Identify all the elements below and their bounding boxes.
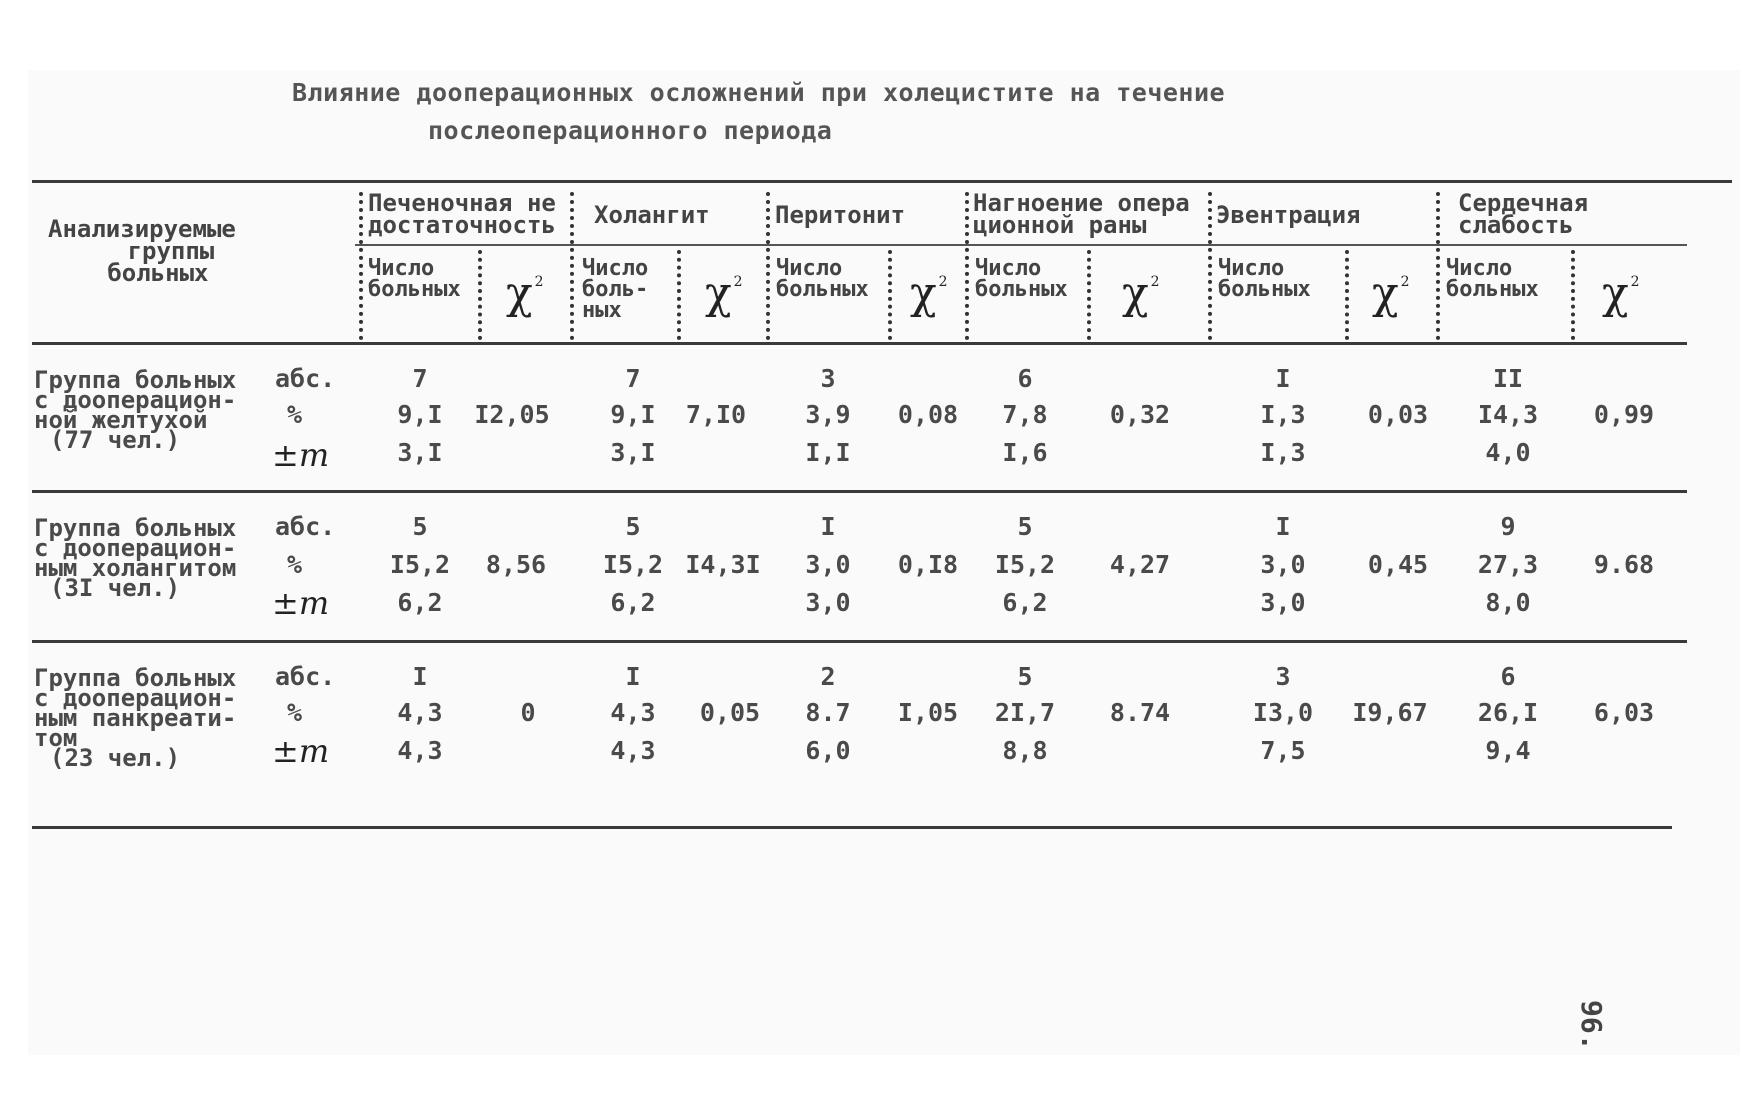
table-title-line-2: послеоперационного периода (428, 116, 833, 145)
cell-chi: 0 (520, 698, 536, 727)
cell-abs: 5 (1017, 512, 1033, 541)
subheader-count: Число больных (776, 256, 869, 302)
cell-pct: 27,3 (1477, 550, 1539, 579)
cell-pct: I5,2 (389, 550, 451, 579)
cell-m: 7,5 (1260, 736, 1306, 765)
chi-square-icon: χ $^2$ (506, 268, 544, 319)
cell-abs: 7 (625, 364, 641, 393)
cell-pct: 7,8 (1002, 400, 1048, 429)
cell-m: 6,2 (610, 588, 656, 617)
cell-abs: 2 (820, 662, 836, 691)
row-divider-2 (32, 640, 1687, 643)
col-sep (478, 250, 482, 340)
header-cholangitis: Холангит (594, 201, 710, 229)
cell-m: 3,I (610, 438, 656, 467)
cell-abs: I (625, 662, 641, 691)
cell-m: 4,3 (610, 736, 656, 765)
chi-square-icon: χ $^2$ (705, 268, 743, 319)
cell-abs: 5 (625, 512, 641, 541)
cell-chi: I,05 (897, 698, 959, 727)
cell-pct: 26,I (1477, 698, 1539, 727)
cell-abs: 6 (1017, 364, 1033, 393)
cell-abs: 7 (412, 364, 428, 393)
subheader-count: Число больных (1218, 256, 1311, 302)
cell-chi: 4,27 (1109, 550, 1171, 579)
cell-pct: I,3 (1260, 400, 1306, 429)
cell-abs: I (412, 662, 428, 691)
subheader-count: Число больных (1446, 256, 1539, 302)
cell-m: 6,2 (397, 588, 443, 617)
cell-abs: 9 (1500, 512, 1516, 541)
cell-m: 3,0 (1260, 588, 1306, 617)
cell-m: I,I (805, 438, 851, 467)
cell-m: 6,2 (1002, 588, 1048, 617)
group-label-pancreatitis: Группа больных с дооперацион- ным панкреати- том (23 чел.) (34, 664, 237, 772)
cell-m: I,3 (1260, 438, 1306, 467)
chi-square-icon: χ $^2$ (910, 268, 948, 319)
row-label-pm: ±m (272, 584, 330, 622)
cell-pct: I5,2 (602, 550, 664, 579)
cell-chi: 7,I0 (685, 400, 747, 429)
subheader-count: Число боль- ных (582, 256, 649, 323)
cell-chi: 0,45 (1367, 550, 1429, 579)
cell-m: 4,3 (397, 736, 443, 765)
cell-m: 8,8 (1002, 736, 1048, 765)
cell-abs: II (1492, 364, 1524, 393)
cell-pct: 4,3 (397, 698, 443, 727)
row-label-pct: % (287, 698, 303, 727)
cell-pct: 3,9 (805, 400, 851, 429)
row-divider-1 (32, 490, 1687, 493)
subheader-count: Число больных (368, 256, 461, 302)
cell-chi: 0,I8 (897, 550, 959, 579)
page-number: 96. (1575, 1000, 1608, 1051)
col-sep (766, 192, 770, 340)
col-sep (677, 250, 681, 340)
cell-abs: 5 (412, 512, 428, 541)
cell-pct: I5,2 (994, 550, 1056, 579)
header-wound-suppuration: Нагноение опера ционной раны (973, 189, 1190, 239)
group-col-header: Анализируемые группы больных (48, 215, 236, 287)
table-bottom-rule (32, 826, 1672, 829)
group-label-jaundice: Группа больных с дооперацион- ной желтухой (77 чел.) (34, 366, 237, 454)
cell-chi: 0,32 (1109, 400, 1171, 429)
cell-pct: I3,0 (1252, 698, 1314, 727)
subheader-count: Число больных (975, 256, 1068, 302)
chi-square-icon: χ $^2$ (1122, 268, 1160, 319)
header-liver-failure: Печеночная не достаточность (368, 189, 556, 239)
header-heart-failure: Сердечная слабость (1458, 189, 1589, 239)
cell-pct: 2I,7 (994, 698, 1056, 727)
row-label-abs: абс. (275, 662, 336, 691)
chi-square-icon: χ $^2$ (1602, 268, 1640, 319)
cell-abs: I (1275, 364, 1291, 393)
cell-abs: I (820, 512, 836, 541)
header-peritonitis: Перитонит (775, 201, 906, 229)
table-title-line-1: Влияние дооперационных осложнений при холецистите на течение (292, 78, 1226, 107)
col-sep (1571, 250, 1575, 340)
cell-pct: 3,0 (805, 550, 851, 579)
chi-square-icon: χ $^2$ (1372, 268, 1410, 319)
cell-chi: I2,05 (474, 400, 550, 429)
cell-chi: 8,56 (485, 550, 547, 579)
row-label-abs: абс. (275, 512, 336, 541)
cell-m: 4,0 (1485, 438, 1531, 467)
cell-abs: I (1275, 512, 1291, 541)
col-sep (359, 192, 363, 340)
cell-pct: 3,0 (1260, 550, 1306, 579)
cell-chi: 6,03 (1593, 698, 1655, 727)
cell-chi: 0,05 (699, 698, 761, 727)
cell-abs: 3 (820, 364, 836, 393)
cell-chi: 9.68 (1593, 550, 1655, 579)
row-label-pm: ±m (272, 732, 330, 770)
cell-chi: 8.74 (1109, 698, 1171, 727)
cell-m: 8,0 (1485, 588, 1531, 617)
cell-chi: I4,3I (685, 550, 761, 579)
col-sep (1087, 250, 1091, 340)
group-label-cholangitis: Группа больных с дооперацион- ным холангитом (3I чел.) (34, 514, 237, 602)
row-label-abs: абс. (275, 364, 336, 393)
row-label-pct: % (287, 550, 303, 579)
col-sep (965, 192, 969, 340)
col-sep (1436, 192, 1440, 340)
row-label-pm: ±m (272, 436, 330, 474)
header-divider-rule (355, 244, 1687, 246)
row-label-pct: % (287, 400, 303, 429)
cell-pct: 4,3 (610, 698, 656, 727)
col-sep (570, 192, 574, 340)
cell-chi: I9,67 (1352, 698, 1428, 727)
col-sep (1345, 250, 1349, 340)
cell-m: 3,I (397, 438, 443, 467)
table-top-rule (32, 180, 1732, 183)
col-sep (888, 250, 892, 340)
cell-m: 6,0 (805, 736, 851, 765)
cell-abs: 6 (1500, 662, 1516, 691)
cell-abs: 3 (1275, 662, 1291, 691)
cell-m: 9,4 (1485, 736, 1531, 765)
cell-m: I,6 (1002, 438, 1048, 467)
header-eventration: Эвентрация (1216, 201, 1361, 229)
cell-pct: 9,I (610, 400, 656, 429)
cell-m: 3,0 (805, 588, 851, 617)
cell-pct: 9,I (397, 400, 443, 429)
header-bottom-rule (32, 342, 1687, 345)
cell-abs: 5 (1017, 662, 1033, 691)
cell-chi: 0,99 (1593, 400, 1655, 429)
col-sep (1208, 192, 1212, 340)
cell-pct: 8.7 (805, 698, 851, 727)
cell-chi: 0,08 (897, 400, 959, 429)
cell-chi: 0,03 (1367, 400, 1429, 429)
cell-pct: I4,3 (1477, 400, 1539, 429)
